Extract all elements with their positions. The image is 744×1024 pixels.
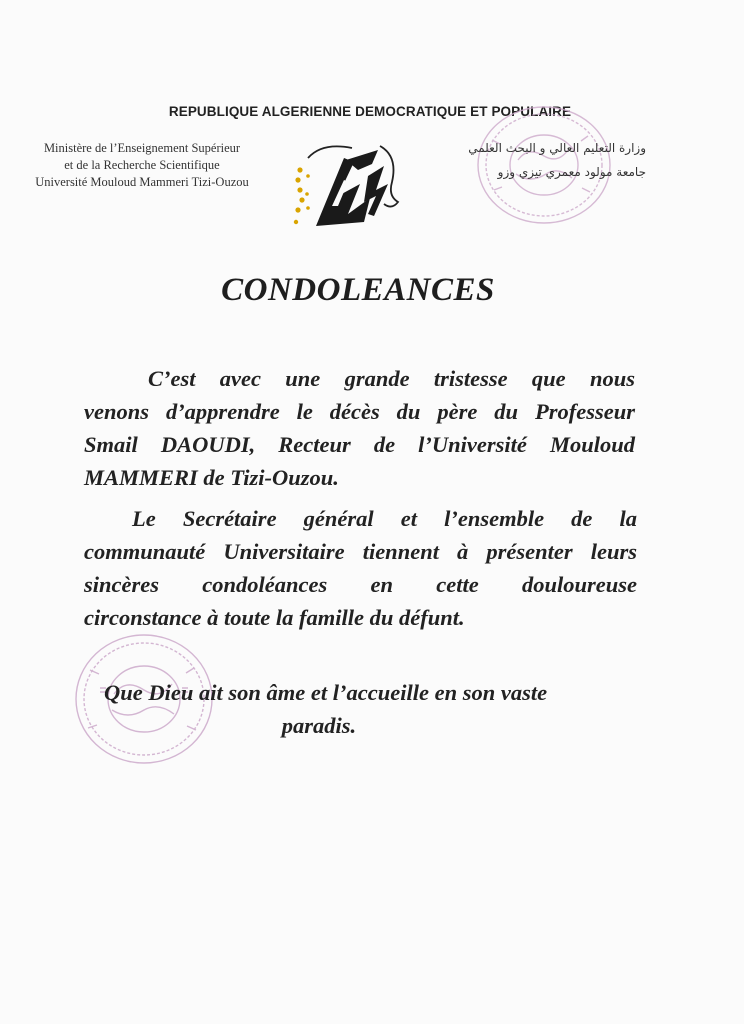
ministry-fr-block xyxy=(28,140,256,191)
paragraph-line: MAMMERI de Tizi-Ouzou. xyxy=(84,465,339,490)
paragraph-condolences xyxy=(84,502,637,634)
university-logo xyxy=(288,136,406,232)
paragraph-line: paradis. xyxy=(281,713,357,738)
document-title: CONDOLEANCES xyxy=(221,272,495,308)
paragraph-line: C’est avec une grande tristesse que nous xyxy=(148,366,635,391)
ministry-fr-line-3: Université Mouloud Mammeri Tizi-Ouzou xyxy=(35,175,249,189)
ministry-ar-block xyxy=(396,136,646,184)
republic-heading: REPUBLIQUE ALGERIENNE DEMOCRATIQUE ET POPULAIRE xyxy=(168,104,572,119)
paragraph-line: venons d’apprendre le décès du père du Professeur xyxy=(84,399,635,424)
paragraph-line: Que Dieu ait son âme et l’accueille en son vaste xyxy=(104,680,548,705)
paragraph-announcement xyxy=(84,362,635,494)
ministry-ar-line-2: جامعة مولود معمري تيزي وزو xyxy=(497,165,646,179)
ministry-fr-line-2: et de la Recherche Scientifique xyxy=(64,158,220,172)
paragraph-line: Smail DAOUDI, Recteur de l’Université Mouloud xyxy=(84,432,635,457)
ministry-fr-line-1: Ministère de l’Enseignement Supérieur xyxy=(43,141,241,155)
paragraph-line: Le Secrétaire général et l’ensemble de la xyxy=(132,506,637,531)
paragraph-line: sincères condoléances en cette douloureuse xyxy=(84,572,637,597)
paragraph-closing xyxy=(104,676,548,742)
paragraph-line: communauté Universitaire tiennent à présenter leurs xyxy=(84,539,637,564)
paragraph-line: circonstance à toute la famille du défunt. xyxy=(84,605,465,630)
ministry-ar-line-1: وزارة التعليم العالي و البحث العلمي xyxy=(468,141,646,155)
